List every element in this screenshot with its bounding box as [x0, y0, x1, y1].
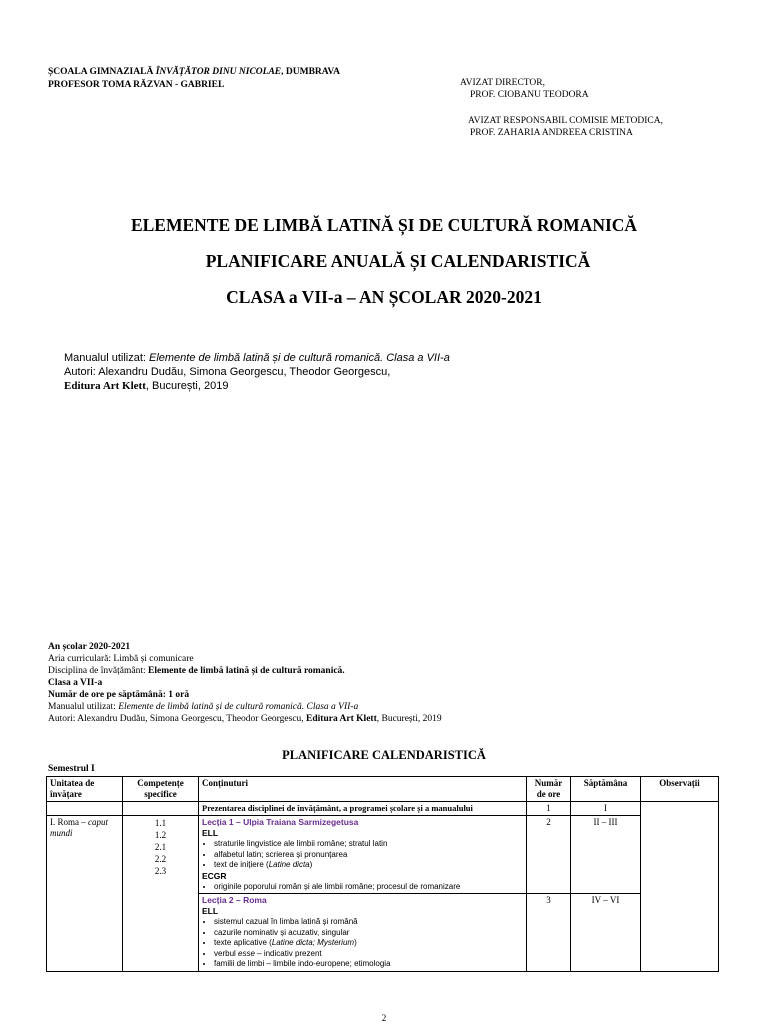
- school-name: ȘCOALA GIMNAZIALĂ ÎNVĂȚĂTOR DINU NICOLAE, DUMBRAVA: [48, 67, 340, 77]
- list-item: • alfabetul latin; scrierea și pronunțarea: [214, 850, 523, 861]
- table-row: [47, 802, 719, 816]
- table-row: [47, 816, 719, 894]
- approvals: [460, 77, 663, 139]
- ell-label: ELL: [202, 906, 219, 916]
- list-item: • text de inițiere (Latine dicta): [214, 860, 523, 871]
- lesson-1-hours: 2: [527, 816, 571, 894]
- list-item: • verbul esse – indicativ prezent: [214, 949, 523, 960]
- col-contents: Conținuturi: [199, 777, 527, 802]
- intro-week: I: [571, 802, 641, 816]
- calendar-title: PLANIFICARE CALENDARISTICĂ: [282, 748, 486, 762]
- page-number: 2: [381, 1013, 387, 1023]
- col-week: Săptămâna: [571, 777, 641, 802]
- commission-label: AVIZAT RESPONSABIL COMISIE METODICA,: [468, 116, 663, 126]
- title-line-1: ELEMENTE DE LIMBĂ LATINĂ ȘI DE CULTURĂ ROMANICĂ: [130, 215, 638, 235]
- lesson-1-title: Lecția 1 – Ulpia Traiana Sarmizegetusa: [202, 817, 359, 827]
- lesson-2-hours: 3: [527, 894, 571, 972]
- notes-cell: [641, 802, 719, 972]
- manual-line: Manualul utilizat: Elemente de limbă latină și de cultură romanică. Clasa a VII-a: [64, 352, 450, 364]
- list-item: • originile poporului român și ale limbii române; procesul de romanizare: [214, 882, 523, 893]
- manual-info: [64, 351, 450, 393]
- semester-label: Semestrul I: [48, 764, 95, 774]
- ell-label: ELL: [202, 828, 219, 838]
- title-line-3: CLASA a VII-a – AN ȘCOLAR 2020-2021: [226, 287, 542, 307]
- manual-authors: Autori: Alexandru Dudău, Simona Georgescu, Theodor Georgescu,: [64, 366, 391, 378]
- intro-content: Prezentarea disciplinei de învățământ, a programei școlare și a manualului: [199, 802, 527, 816]
- teacher-name: PROFESOR TOMA RĂZVAN - GABRIEL: [48, 80, 225, 90]
- hours-per-week: Număr de ore pe săptămână: 1 oră: [48, 690, 190, 700]
- col-hours: Număr de ore: [527, 777, 571, 802]
- ecgr-label: ECGR: [202, 870, 227, 881]
- lesson-1-content: [199, 816, 527, 894]
- unit-name: I. Roma – caput mundi: [47, 816, 123, 972]
- manual-publisher: Editura Art Klett, București, 2019: [64, 380, 229, 392]
- commission-name: PROF. ZAHARIA ANDREEA CRISTINA: [470, 128, 633, 138]
- title-line-2: PLANIFICARE ANUALĂ ȘI CALENDARISTICĂ: [205, 251, 591, 271]
- lesson-2-week: IV – VI: [571, 894, 641, 972]
- info-manual: Manualul utilizat: Elemente de limbă latină și de cultură romanică. Clasa a VII-a: [48, 702, 359, 712]
- curricular-area: Aria curriculară: Limbă și comunicare: [48, 654, 194, 664]
- school-year: An școlar 2020-2021: [48, 642, 131, 652]
- list-item: • straturile lingvistice ale limbii române; stratul latin: [214, 839, 523, 850]
- table-header-row: [47, 777, 719, 802]
- lesson-2-title: Lecția 2 – Roma: [202, 895, 267, 905]
- col-notes: Observații: [641, 777, 719, 802]
- planning-table: [46, 776, 719, 972]
- lesson-1-week: II – III: [571, 816, 641, 894]
- intro-hours: 1: [527, 802, 571, 816]
- info-authors: Autori: Alexandru Dudău, Simona Georgescu, Theodor Georgescu, Editura Art Klett, București, 2019: [48, 714, 442, 724]
- col-unit: Unitatea de învățare: [47, 777, 123, 802]
- director-name: PROF. CIOBANU TEODORA: [470, 90, 589, 100]
- course-info: [48, 641, 442, 725]
- list-item: • familii de limbi – limbile indo-europene; etimologia: [214, 959, 523, 970]
- director-label: AVIZAT DIRECTOR,: [460, 78, 545, 88]
- school-header: [48, 66, 340, 92]
- col-competences: Competențe specifice: [123, 777, 199, 802]
- discipline: Disciplina de învățământ: Elemente de limbă latină și de cultură romanică.: [48, 666, 345, 676]
- class-label: Clasa a VII-a: [48, 678, 103, 688]
- list-item: • sistemul cazual în limba latină și română: [214, 917, 523, 928]
- list-item: • cazurile nominativ și acuzativ, singular: [214, 928, 523, 939]
- unit-competences: 1.1 1.2 2.1 2.2 2.3: [123, 816, 199, 972]
- lesson-2-content: [199, 894, 527, 972]
- list-item: • texte aplicative (Latine dicta; Mysterium): [214, 938, 523, 949]
